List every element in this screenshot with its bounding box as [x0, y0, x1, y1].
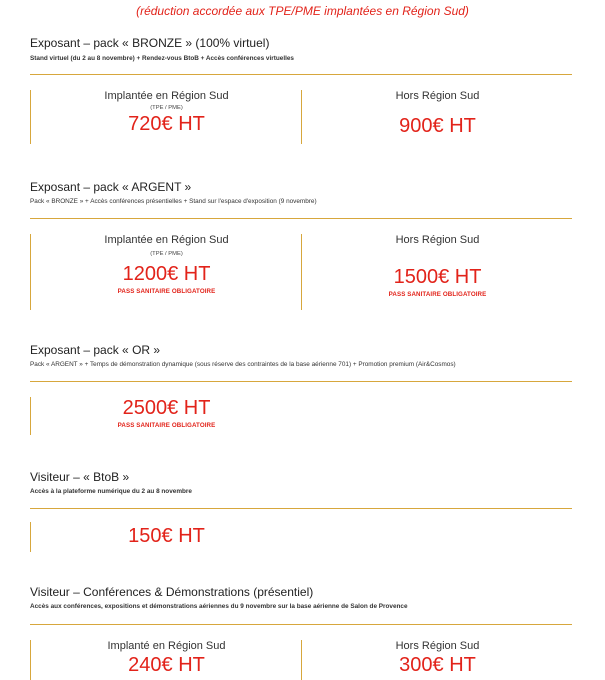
conf-hors-region-label: Hors Région Sud: [395, 640, 480, 652]
argent-region-sud-pass: PASS SANITAIRE OBLIGATOIRE: [117, 288, 216, 295]
argent-hors-region-price: 1500€ HT: [393, 266, 482, 288]
visitor-conf-prices: [30, 640, 572, 680]
visitor-conf-header: [30, 585, 572, 611]
argent-hors-region: [301, 234, 573, 310]
divider: [30, 508, 572, 509]
bronze-hors-region-price: 900€ HT: [399, 115, 476, 137]
visitor-btob-description: Accès à la plateforme numérique du 2 au 8 novembre: [30, 488, 192, 495]
argent-hors-region-pass: PASS SANITAIRE OBLIGATOIRE: [388, 291, 487, 298]
divider: [30, 74, 572, 75]
btob-price-cell: [30, 522, 302, 552]
reduction-note: (réduction accordée aux TPE/PME implantées en Région Sud): [136, 4, 469, 18]
bronze-region-sud-label: Implantée en Région Sud: [104, 90, 229, 102]
argent-region-sud-price: 1200€ HT: [122, 263, 211, 285]
conf-hors-region: [301, 640, 573, 680]
pack-bronze-description: Stand virtuel (du 2 au 8 novembre) + Rendez-vous BtoB + Accès conférences virtuelles: [30, 55, 294, 62]
pack-argent-prices: [30, 234, 572, 310]
bronze-hors-region: [301, 90, 573, 144]
pack-argent-header: [30, 180, 572, 206]
conf-region-sud: [30, 640, 302, 680]
pack-argent-title: Exposant – pack « ARGENT »: [30, 180, 192, 194]
visitor-btob-title: Visiteur – « BtoB »: [30, 470, 130, 484]
conf-region-sud-price: 240€ HT: [128, 654, 205, 676]
pack-or-header: [30, 343, 572, 369]
divider: [30, 624, 572, 625]
argent-tpe-pme-note: (TPE / PME): [150, 251, 183, 257]
pack-or-prices: [30, 397, 572, 435]
divider: [30, 381, 572, 382]
divider: [30, 218, 572, 219]
conf-hors-region-price: 300€ HT: [399, 654, 476, 676]
conf-region-sud-label: Implanté en Région Sud: [107, 640, 226, 652]
argent-region-sud: [30, 234, 302, 310]
bronze-region-sud: [30, 90, 302, 144]
argent-hors-region-label: Hors Région Sud: [395, 234, 480, 246]
pack-bronze-header: [30, 36, 572, 63]
bronze-tpe-pme-note: (TPE / PME): [150, 105, 183, 111]
or-pass: PASS SANITAIRE OBLIGATOIRE: [117, 422, 216, 429]
pack-argent-description: Pack « BRONZE » + Accès conférences présentielles + Stand sur l'espace d'exposition (9 novembre): [30, 198, 317, 205]
btob-price: 150€ HT: [128, 525, 205, 547]
pack-or-description: Pack « ARGENT » + Temps de démonstration dynamique (sous réserve des contraintes de la base aérienne 701) + Promotion premium (Air&Cosmos): [30, 361, 456, 368]
visitor-btob-header: [30, 470, 572, 496]
or-price: 2500€ HT: [122, 397, 211, 419]
bronze-region-sud-price: 720€ HT: [128, 113, 205, 135]
visitor-btob-prices: [30, 522, 572, 552]
visitor-conf-description: Accès aux conférences, expositions et démonstrations aériennes du 9 novembre sur la base aérienne de Salon de Provence: [30, 603, 408, 610]
pack-or-title: Exposant – pack « OR »: [30, 343, 161, 357]
argent-region-sud-label: Implantée en Région Sud: [104, 234, 229, 246]
bronze-hors-region-label: Hors Région Sud: [395, 90, 480, 102]
pack-bronze-prices: [30, 90, 572, 144]
pack-bronze-title: Exposant – pack « BRONZE » (100% virtuel): [30, 36, 270, 50]
or-price-cell: [30, 397, 302, 435]
visitor-conf-title: Visiteur – Conférences & Démonstrations (présentiel): [30, 585, 314, 599]
